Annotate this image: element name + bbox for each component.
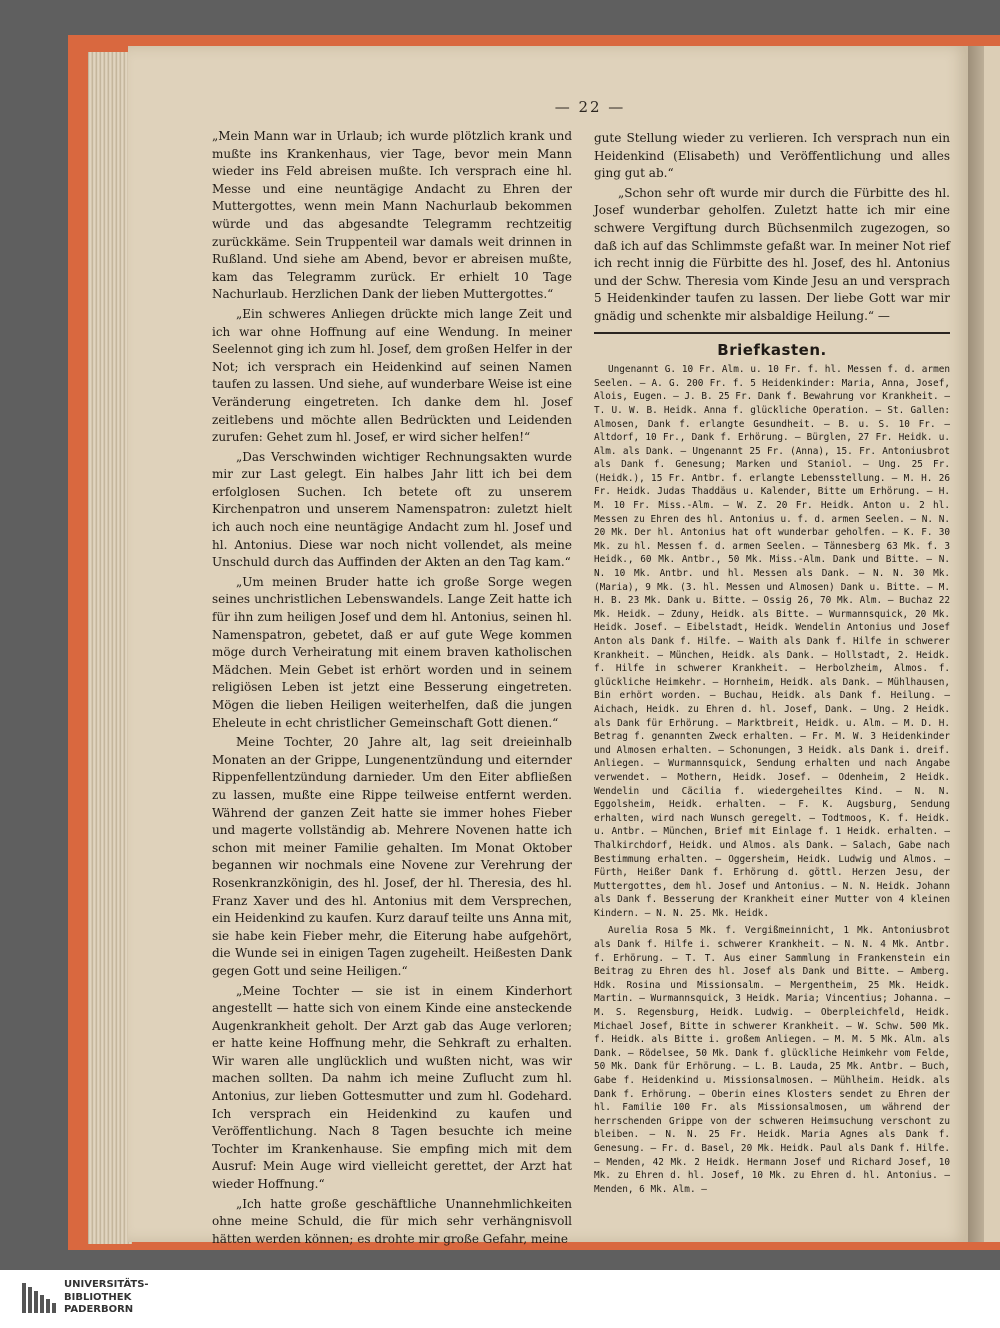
testimonial-paragraph: „Ein schweres Anliegen drückte mich lange Zeit und ich war ohne Hoffnung auf eine Wendung. In meiner Seelennot ging ich zum hl. Josef, dem großen Helfer in der Not; ich versprach ein Heidenkind auf seinen Namen taufen zu lassen. Und siehe, auf wunderbare Weise ist eine Veränderung eingetreten. Ich danke dem hl. Josef zeitlebens und möchte allen Bedrückten und Leidenden zurufen: Gehet zum hl. Josef, er wird sicher helfen!“ [212, 306, 572, 445]
left-column [212, 128, 572, 1250]
testimonial-paragraph: gute Stellung wieder zu verlieren. Ich versprach nun ein Heidenkind (Elisabeth) und Veröffentlichung und alles ging gut ab.“ [594, 131, 950, 181]
briefkasten-paragraph: Aurelia Rosa 5 Mk. f. Vergißmeinnicht, 1 Mk. Antoniusbrot als Dank f. Hilfe i. schwerer Krankheit. — N. N. 4 Mk. Antbr. f. Erhörung. — T. T. Aus einer Sammlung in Frankenstein ein Beitrag zu Ehren des hl. Josef als Dank und Bitte. — Amberg. Hdk. Rosina und Missionsalm. — Mergentheim, 25 Mk. Heidk. Martin. — Wurmannsquick, 3 Heidk. Maria; Vincentius; Johanna. — M. S. Regensburg, Heidk. Ludwig. — Oberpleichfeld, Heidk. Michael Josef, Bitte in schwerer Krankheit. — W. Schw. 500 Mk. f. Heidk. als Bitte i. großem Anliegen. — M. M. 5 Mk. Alm. als Dank. — Rödelsee, 50 Mk. Dank f. glückliche Heimkehr vom Felde, 50 Mk. Dank für Erhörung. — L. B. Lauda, 25 Mk. Antbr. — Buch, Gabe f. Heidenkind u. Missionsalmosen. — Mühlheim. Heidk. als Dank f. Erhörung. — Oberin eines Klosters sendet zu Ehren der hl. Familie 100 Fr. als Missionsalmosen, um während der herrschenden Grippe von der schweren Heimsuchung verschont zu bleiben. — N. N. 25 Fr. Heidk. Maria Agnes als Dank f. Genesung. — Fr. d. Basel, 20 Mk. Heidk. Paul als Dank f. Hilfe. — Menden, 42 Mk. 2 Heidk. Hermann Josef und Richard Josef, 10 Mk. zu Ehren d. hl. Josef, 10 Mk. zu Ehren d. hl. Antonius. — Menden, 6 Mk. Alm. — [594, 925, 950, 1195]
university-library-logo-icon [20, 1279, 58, 1317]
library-logo-text [64, 1279, 149, 1317]
page-stack-edge [88, 52, 132, 1244]
right-column [594, 130, 950, 1196]
briefkasten-heading: Briefkasten. [717, 340, 827, 359]
logo-line: UNIVERSITÄTS- [64, 1279, 149, 1290]
testimonial-paragraph: „Um meinen Bruder hatte ich große Sorge wegen seines unchristlichen Lebenswandels. Lange Zeit hatte ich für ihn zum heiligen Josef und dem hl. Antonius, seinen hl. Namenspatron, gebetet, daß er auf gute Wege kommen möge durch Verheiratung mit einem braven katholischen Mädchen. Mein Gebet ist erhört worden und in seinem religiösen Leben ist jetzt eine Besserung eingetreten. Mögen die lieben Heiligen weiterhelfen, daß die jungen Eheleute in echt christlicher Gemeinschaft Gott dienen.“ [212, 574, 572, 730]
page-number: — 22 — [554, 98, 626, 116]
testimonial-paragraph: „Schon sehr oft wurde mir durch die Fürbitte des hl. Josef wunderbar geholfen. Zuletzt hatte ich mir eine schwere Vergiftung durch Büchsenmilch zugezogen, so daß ich auf das Schlimmste gefaßt war. In meiner Not rief ich recht innig die Fürbitte des hl. Josef, des hl. Antonius und der Schw. Theresia vom Kinde Jesu an und versprach 5 Heidenkinder taufen zu lassen. Der liebe Gott war mir gnädig und schenkte mir alsbaldige Heilung.“ — [594, 185, 950, 323]
testimonial-paragraph: „Mein Mann war in Urlaub; ich wurde plötzlich krank und mußte ins Krankenhaus, vier Tage, bevor mein Mann wieder ins Feld abreisen mußte. Ich versprach eine hl. Messe und eine neuntägige Andacht zu Ehren der Muttergottes, wenn mein Mann Nachurlaub bekommen würde und das abgesandte Telegramm rechtzeitig zurückkäme. Sein Truppenteil war damals weit drinnen in Rußland. Und siehe am Abend, bevor er abreisen mußte, kam das Telegramm zurück. Er erhielt 10 Tage Nachurlaub. Herzlichen Dank der lieben Muttergottes.“ [212, 129, 572, 302]
section-divider [594, 332, 950, 334]
testimonial-paragraph: „Meine Tochter — sie ist in einem Kinderhort angestellt — hatte sich von einem Kinde eine ansteckende Augenkrankheit geholt. Der Arzt gab das Auge verloren; er hatte keine Hoffnung mehr, die Sehkraft zu erhalten. Wir waren alle unglücklich und wußten nicht, was wir machen sollten. Da nahm ich meine Zuflucht zum hl. Antonius, zur lieben Gottesmutter und zum hl. Godehard. Ich versprach ein Heidenkind zu kaufen und Veröffentlichung. Nach 8 Tagen besuchte ich meine Tochter im Krankenhause. Sie empfing mich mit dem Ausruf: Mein Auge wird vielleicht gerettet, der Arzt hat wieder Hoffnung.“ [212, 983, 572, 1192]
library-logo[interactable] [20, 1279, 150, 1319]
briefkasten-body [594, 363, 950, 1196]
logo-line: PADERBORN [64, 1304, 134, 1315]
facing-page-edge [984, 46, 1000, 1242]
briefkasten-paragraph: Ungenannt G. 10 Fr. Alm. u. 10 Fr. f. hl. Messen f. d. armen Seelen. — A. G. 200 Fr. f. 5 Heidenkinder: Maria, Anna, Josef, Alois, Eugen. — J. B. 25 Fr. Dank f. Bewahrung vor Krankheit. — T. U. W. B. Heidk. Anna f. glückliche Operation. — St. Gallen: Almosen, Dank f. erlangte Gesundheit. — B. u. S. 10 Fr. — Altdorf, 10 Fr., Dank f. Erhörung. — Bürglen, 27 Fr. Heidk. u. Alm. als Dank. — Ungenannt 25 Fr. (Anna), 15. Fr. Antoniusbrot als Dank f. Genesung; Marken und Staniol. — Ung. 25 Fr. (Heidk.), 15 Fr. Antbr. f. erlangte Lebensstellung. — M. H. 26 Fr. Heidk. Judas Thaddäus u. Kalender, Bitte um Erhörung. — H. M. 10 Fr. Miss.-Alm. — W. Z. 20 Fr. Heidk. Anton u. 2 hl. Messen zu Ehren des hl. Antonius u. f. d. armen Seelen. — N. N. 20 Mk. Der hl. Antonius hat oft wunderbar geholfen. — K. F. 30 Mk. zu hl. Messen f. d. armen Seelen. — Tännesberg 63 Mk. f. 3 Heidk., 60 Mk. Antbr., 50 Mk. Miss.-Alm. Dank und Bitte. — N. N. 10 Mk. Antbr. und hl. Messen als Dank. — N. N. 30 Mk. (Maria), 9 Mk. (3. hl. Messen und Almosen) Dank u. Bitte. — M. H. B. 23 Mk. Dank u. Bitte. — Ossig 26, 70 Mk. Alm. — Buchaz 22 Mk. Heidk. — Zduny, Heidk. als Bitte. — Wurmannsquick, 20 Mk. Heidk. Josef. — Eibelstadt, Heidk. Wendelin Antonius und Josef Anton als Dank f. Hilfe. — Waith als Dank f. Hilfe in schwerer Krankheit. — München, Heidk. als Dank. — Hollstadt, 2. Heidk. f. Hilfe in schwerer Krankheit. — Herbolzheim, Almos. f. glückliche Heimkehr. — Hornheim, Heidk. als Dank. — Mühlhausen, Bin erhört worden. — Buchau, Heidk. als Dank f. Heilung. — Aichach, Heidk. zu Ehren d. hl. Josef, Dank. — Ung. 2 Heidk. als Dank für Erhörung. — Marktbreit, Heidk. u. Alm. — M. D. H. Betrag f. genannten Zweck erhalten. — Fr. M. W. 3 Heidenkinder und Almosen erhalten. — Schonungen, 3 Heidk. als Dank i. dreif. Anliegen. — Wurmannsquick, Sendung erhalten und nach Angabe verwendet. — Mothern, Heidk. Josef. — Odenheim, 2 Heidk. Wendelin und Cäcilia f. wiedergeheiltes Kind. — N. N. Eggolsheim, Heidk. erhalten. — F. K. Augsburg, Sendung erhalten, wird nach Wunsch geregelt. — Todtmoos, K. f. Heidk. u. Antbr. — München, Brief mit Einlage f. 1 Heidk. erhalten. — Thalkirchdorf, Heidk. und Almos. als Dank. — Salach, Gabe nach Bestimmung erhalten. — Oggersheim, Heidk. Ludwig und Almos. — Fürth, Heißer Dank f. Erhörung d. göttl. Herzen Jesu, der Muttergottes, dem hl. Josef und Antonius. — N. N. Heidk. Johann als Dank f. Besserung der Krankheit einer Mutter von 4 kleinen Kindern. — N. N. 25. Mk. Heidk. [594, 364, 950, 919]
testimonial-paragraph: „Das Verschwinden wichtiger Rechnungsakten wurde mir zur Last gelegt. Ein halbes Jahr litt ich bei dem erfolglosen Suchen. Ich betete oft zu unserem Kirchenpatron und unserem Namenspatron: zuletzt hielt ich auch noch eine neuntägige Andacht zum hl. Josef und hl. Antonius. Diese war noch nicht vollendet, als meine Unschuld durch das Auffinden der Akten an den Tag kam.“ [212, 449, 572, 570]
testimonial-paragraph: „Ich hatte große geschäftliche Unannehmlichkeiten ohne meine Schuld, die für mich sehr verhängnisvoll hätten werden können; es drohte mir große Gefahr, meine [212, 1196, 572, 1246]
logo-line: BIBLIOTHEK [64, 1291, 132, 1303]
testimonial-paragraph: Meine Tochter, 20 Jahre alt, lag seit dreieinhalb Monaten an der Grippe, Lungenentzündung und eiternder Rippenfellentzündung darnieder. Um den Eiter abfließen zu lassen, mußte eine Rippe teilweise entfernt werden. Während der ganzen Zeit hatte sie immer hohes Fieber und magerte vollständig ab. Mehrere Novenen hatte ich schon mit meiner Familie gehalten. Im Monat Oktober begannen wir nochmals eine Novene zur Verehrung der Rosenkranzkönigin, des hl. Josef, der hl. Theresia, des hl. Franz Xaver und des hl. Antonius mit dem Versprechen, ein Heidenkind zu kaufen. Kurz darauf teilte uns Anna mit, sie habe kein Fieber mehr, die Eiterung habe aufgehört, die Wunde sei in einigen Tagen zugeheilt. Heißesten Dank gegen Gott und seine Heiligen.“ [212, 735, 572, 978]
